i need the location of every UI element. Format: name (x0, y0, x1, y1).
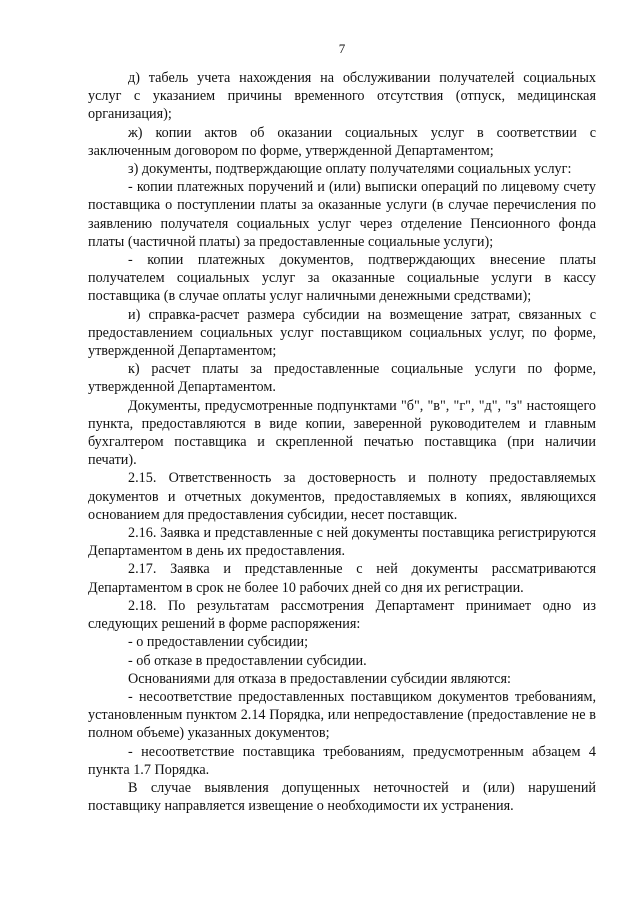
paragraph-2-15-responsibility: 2.15. Ответственность за достоверность и полноту предоставляемых документов и отчетных документов, предоставляемых в копиях, являющихся основанием для предоставления субсидии, несет поставщик. (88, 470, 596, 523)
paragraph-z-payment-documents: з) документы, подтверждающие оплату получателями социальных услуг: (128, 161, 572, 178)
paragraph-payment-orders: - копии платежных поручений и (или) выписки операций по лицевому счету поставщика о поступлении платы за оказанные услуги (в случае перечисления по заявлению получателя социальных услуг через отделение Пенсионного фонда платы (частичной платы) за предоставленные социальные услуги); (88, 179, 596, 250)
paragraph-cash-payment-documents: - копии платежных документов, подтверждающих внесение платы получателем социальных услуг за оказанные социальные услуги в кассу поставщика (в случае оплаты услуг наличными денежными средствами); (88, 252, 596, 305)
paragraph-correction-notice: В случае выявления допущенных неточностей и (или) нарушений поставщику направляется извещение о необходимости их устранения. (88, 779, 596, 815)
document-body (88, 69, 596, 815)
paragraph-2-16-registration: 2.16. Заявка и представленные с ней документы поставщика регистрируются Департаментом в день их предоставления. (88, 525, 596, 560)
paragraph-refusal-grounds: Основаниями для отказа в предоставлении субсидии являются: (128, 670, 511, 687)
paragraph-zh-service-acts: ж) копии актов об оказании социальных услуг в соответствии с заключенным договором по форме, утвержденной Департаментом; (88, 124, 596, 159)
paragraph-noncompliant-documents: - несоответствие предоставленных поставщиком документов требованиям, установленным пунктом 2.14 Порядка, или непредоставление (предоставление не в полном объеме) указанных документов; (88, 688, 596, 742)
paragraph-i-subsidy-calculation: и) справка-расчет размера субсидии на возмещение затрат, связанных с предоставлением социальных услуг поставщиком социальных услуг, по форме, утвержденной Департаментом; (88, 306, 596, 360)
paragraph-k-fee-calculation: к) расчет платы за предоставленные социальные услуги по форме, утвержденной Департаментом. (88, 361, 596, 396)
paragraph-d-attendance-record: д) табель учета нахождения на обслуживании получателей социальных услуг с указанием причины временного отсутствия (отпуск, медицинская организация); (88, 70, 596, 123)
paragraph-2-18-decision: 2.18. По результатам рассмотрения Департамент принимает одно из следующих решений в форме распоряжения: (88, 597, 596, 633)
paragraph-refusal-decision: - об отказе в предоставлении субсидии. (128, 652, 367, 669)
paragraph-certified-copies: Документы, предусмотренные подпунктами "б", "в", "г", "д", "з" настоящего пункта, предоставляются в виде копии, заверенной руководителем и главным бухгалтером поставщика и скрепленной печатью поставщика (при наличии печати). (88, 397, 596, 469)
paragraph-grant-decision: - о предоставлении субсидии; (128, 634, 309, 651)
page-number: 7 (338, 41, 346, 56)
paragraph-noncompliant-supplier: - несоответствие поставщика требованиям, предусмотренным абзацем 4 пункта 1.7 Порядка. (88, 743, 596, 778)
paragraph-2-17-review-period: 2.17. Заявка и представленные с ней документы рассматриваются Департаментом в срок не более 10 рабочих дней со дня их регистрации. (88, 561, 596, 596)
